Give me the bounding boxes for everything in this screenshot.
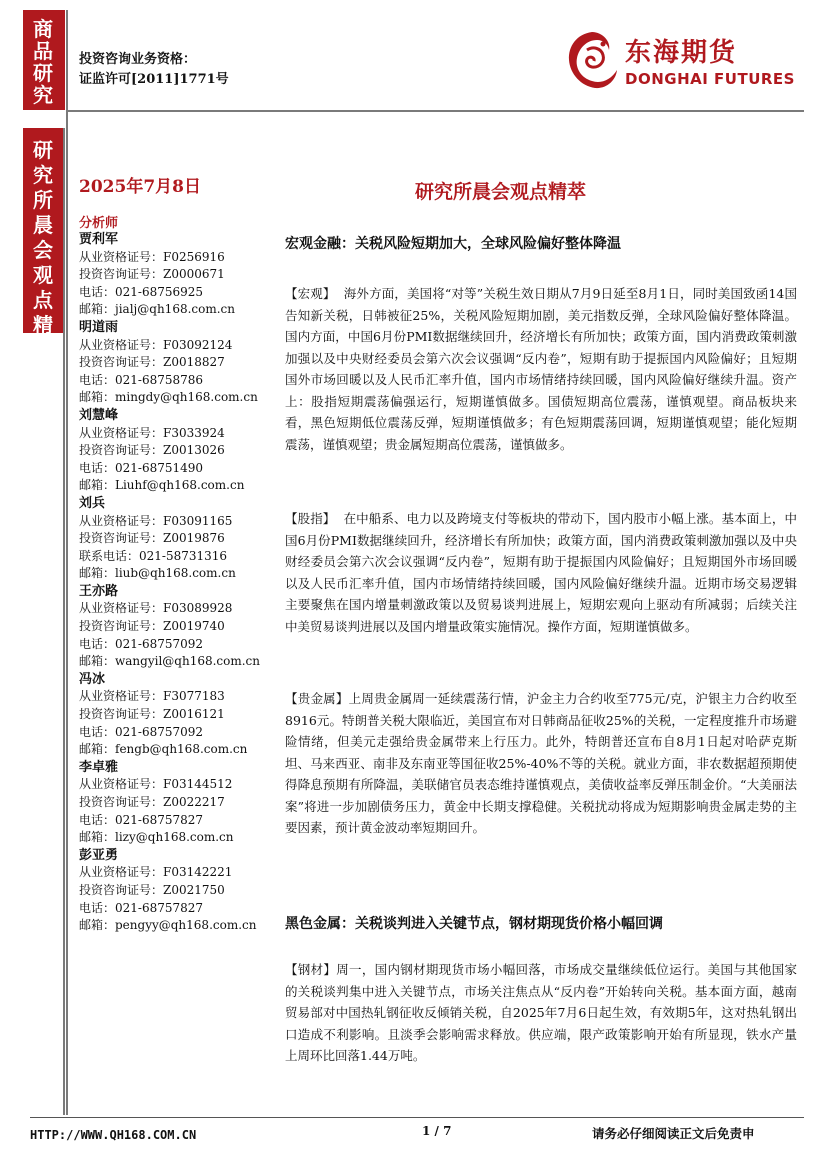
disclaimer-note: 请务必仔细阅读正文后免责申 (592, 1126, 755, 1141)
analyst-name: 明道雨 (79, 319, 119, 335)
analyst-heading: 分析师 (79, 216, 119, 231)
analyst-detail: 投资咨询证号：Z0000671 (79, 267, 225, 282)
stock-index-paragraph (285, 508, 797, 637)
analyst-entry (79, 319, 274, 407)
analyst-entry (79, 583, 274, 671)
analyst-detail: 投资咨询证号：Z0016121 (79, 707, 225, 722)
analyst-name: 彭亚勇 (79, 847, 119, 863)
stock-index-text: 在中船系、电力以及跨境支付等板块的带动下，国内股市小幅上涨。基本面上，中国6月份PMI数据继续回升，经济增长有所加快；政策方面，国内消费政策刺激加强以及中央财经委员会第六次会议强调“反内卷”，短期有助于提振国内风险偏好；且短期国外市场回暖以及人民币汇率升值，国内市场情绪持续回暖，国内风险偏好继续升温。近期市场交易逻辑主要聚焦在国内增量刺激政策以及贸易谈判进展上，短期宏观向上驱动有所减弱；后续关注中美贸易谈判进展以及国内增量政策实施情况。操作方面，短期谨慎做多。 (285, 511, 797, 634)
macro-text: 海外方面，美国将“对等”关税生效日期从7月9日延至8月1日，同时美国致函14国告知新关税，日韩被征25%，关税风险短期加剧，美元指数反弹，全球风险偏好整体降温。国内方面，中国6月份PMI数据继续回升，经济增长有所加快；政策方面，国内消费政策刺激加强以及中央财经委员会第六次会议强调“反内卷”，短期有助于提振国内风险偏好；且短期国外市场回暖以及人民币汇率升值，国内市场情绪持续回暖，国内风险偏好继续升温。资产上：股指短期震荡偏强运行，短期谨慎做多。国债短期高位震荡，谨慎观望。商品板块来看，黑色短期低位震荡反弹，短期谨慎做多；有色短期震荡回调，短期谨慎观望；能化短期震荡，谨慎观望；贵金属短期高位震荡，谨慎做多。 (285, 286, 797, 452)
section-tab-label: 研究所晨会观点精萃 (33, 138, 53, 362)
analyst-detail: 从业资格证号：F0256916 (79, 249, 225, 264)
qualification-block (79, 50, 229, 90)
analyst-name: 冯冰 (79, 671, 106, 687)
analyst-name: 李卓雅 (79, 759, 119, 775)
website-link[interactable]: HTTP://WWW.QH168.COM.CN (30, 1128, 197, 1142)
analyst-name: 刘慧峰 (79, 407, 119, 423)
analyst-name: 王亦路 (79, 583, 119, 599)
analyst-detail: 电话：021-68758786 (79, 372, 204, 387)
precious-metals-text: 上周贵金属周一延续震荡行情，沪金主力合约收至775元/克，沪银主力合约收至8916元。特朗普关税大限临近，美国宣布对日韩商品征收25%的关税，一定程度推升市场避险情绪，但美元走强给贵金属带来上行压力。此外，特朗普还宣布自8月1日起对哈萨克斯坦、马来西亚、南非及东南亚等国征收25%-40%不等的关税。就业方面，非农数据超预期使得降息预期有所降温，美联储官员表态维持谨慎观点，美债收益率反弹压制金价。“大美丽法案”将进一步加剧债务压力，黄金中长期支撑稳健。关税扰动将成为短期影响贵金属走势的主要因素，预计黄金波动率短期回升。 (285, 691, 797, 835)
divider-vertical (66, 10, 68, 1115)
analyst-detail: 投资咨询证号：Z0013026 (79, 443, 225, 458)
dragon-emblem-icon (563, 28, 621, 94)
analyst-detail: 从业资格证号：F03089928 (79, 601, 233, 616)
analyst-detail: 邮箱：pengyy@qh168.com.cn (79, 918, 257, 933)
footer-divider (30, 1117, 804, 1118)
analyst-detail: 邮箱：mingdy@qh168.com.cn (79, 390, 258, 405)
analyst-detail: 电话：021-68757827 (79, 812, 204, 827)
analyst-detail: 电话：021-68757092 (79, 724, 204, 739)
steel-paragraph (285, 959, 797, 1067)
macro-section-title: 宏观金融：关税风险短期加大，全球风险偏好整体降温 (285, 236, 621, 252)
page-title: 研究所晨会观点精萃 (415, 181, 587, 203)
macro-paragraph (285, 283, 797, 455)
analyst-detail: 投资咨询证号：Z0022217 (79, 795, 225, 809)
analyst-detail: 从业资格证号：F03091165 (79, 513, 233, 528)
precious-metals-paragraph (285, 688, 797, 839)
stock-index-tag: 【股指】 (285, 511, 336, 526)
analyst-entry (79, 759, 274, 847)
analyst-name: 刘兵 (79, 495, 106, 511)
qualification-line: 投资咨询业务资格： (79, 52, 197, 67)
analyst-entry (79, 671, 274, 759)
license-number: 证监许可[2011]1771号 (79, 72, 229, 87)
ferrous-section-title: 黑色金属：关税谈判进入关键节点，钢材期现货价格小幅回调 (285, 916, 663, 932)
section-tab-commodity-research (23, 10, 65, 110)
steel-text: 周一，国内钢材期现货市场小幅回落，市场成交量继续低位运行。美国与其他国家的关税谈判集中进入关键节点，市场关注焦点从“反内卷”开始转向关税。基本面方面，越南贸易部对中国热轧钢征收反倾销关税，自2025年7月6日起生效，有效期5年，这对热轧钢出口造成不利影响。且淡季会影响需求释放。供应端，限产政策影响开始有所显现，铁水产量上周环比回落1.44万吨。 (285, 962, 797, 1063)
donghai-logo (563, 28, 803, 98)
precious-metals-tag: 【贵金属】 (285, 691, 349, 706)
analyst-detail: 投资咨询证号：Z0019876 (79, 531, 225, 546)
analyst-entry (79, 847, 274, 935)
analyst-entry (79, 495, 274, 583)
analyst-detail: 邮箱：jialj@qh168.com.cn (79, 302, 235, 317)
analyst-detail: 邮箱：wangyil@qh168.com.cn (79, 654, 261, 669)
section-tab-morning-digest (23, 128, 65, 362)
analyst-detail: 电话：021-68751490 (79, 460, 204, 475)
logo-english: DONGHAI FUTURES (625, 70, 795, 88)
analyst-name: 贾利军 (79, 232, 119, 247)
analyst-entry (79, 407, 274, 495)
analyst-detail: 邮箱：lizy@qh168.com.cn (79, 830, 234, 845)
analyst-detail: 从业资格证号：F03142221 (79, 865, 233, 880)
analyst-detail: 从业资格证号：F03092124 (79, 337, 233, 352)
analyst-detail: 电话：021-68756925 (79, 284, 204, 299)
page-number: 1 / 7 (422, 1124, 452, 1138)
report-date: 2025年7月8日 (79, 177, 201, 197)
logo-chinese: 东海期货 (625, 38, 738, 68)
analyst-detail: 投资咨询证号：Z0019740 (79, 619, 225, 634)
analyst-detail: 邮箱：Liuhf@qh168.com.cn (79, 478, 245, 493)
analyst-detail: 电话：021-68757827 (79, 900, 204, 915)
section-tab-label: 商品研究 (33, 17, 53, 107)
analyst-detail: 邮箱：fengb@qh168.com.cn (79, 742, 248, 757)
steel-tag: 【钢材】 (285, 962, 337, 977)
analyst-list (79, 231, 274, 935)
macro-tag: 【宏观】 (285, 286, 336, 301)
analyst-detail: 邮箱：liub@qh168.com.cn (79, 566, 236, 581)
analyst-detail: 投资咨询证号：Z0018827 (79, 355, 225, 370)
analyst-entry (79, 231, 274, 319)
analyst-detail: 投资咨询证号：Z0021750 (79, 882, 225, 897)
analyst-detail: 从业资格证号：F03144512 (79, 777, 233, 792)
divider-vertical (63, 128, 65, 1115)
analyst-detail: 从业资格证号：F3077183 (79, 689, 225, 704)
header-divider (66, 110, 804, 112)
analyst-detail: 联系电话：021-58731316 (79, 548, 228, 563)
analyst-detail: 电话：021-68757092 (79, 636, 204, 651)
analyst-detail: 从业资格证号：F3033924 (79, 425, 225, 440)
